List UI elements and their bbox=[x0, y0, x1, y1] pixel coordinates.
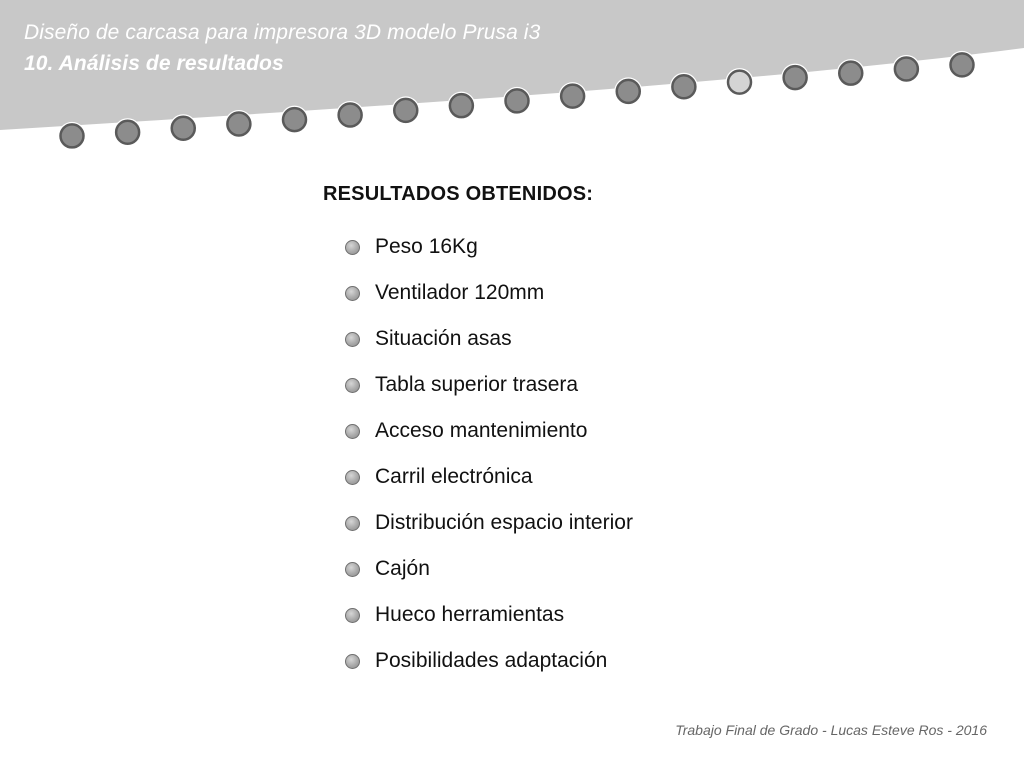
progress-dot-icon bbox=[561, 85, 584, 108]
list-item bbox=[340, 316, 633, 362]
bullet-icon bbox=[345, 516, 360, 531]
list-item bbox=[340, 224, 633, 270]
presentation-title: Diseño de carcasa para impresora 3D modelo Prusa i3 bbox=[24, 21, 541, 44]
list-item bbox=[340, 362, 633, 408]
progress-dot-icon bbox=[839, 62, 862, 85]
bullet-icon bbox=[345, 470, 360, 485]
progress-dot-icon bbox=[283, 108, 306, 131]
progress-dot-icon bbox=[617, 80, 640, 103]
list-item bbox=[340, 546, 633, 592]
bullet-icon bbox=[345, 654, 360, 669]
progress-dot-icon bbox=[951, 53, 974, 76]
list-item-text: Ventilador 120mm bbox=[375, 281, 545, 304]
list-item-text: Peso 16Kg bbox=[375, 235, 478, 258]
progress-dot-icon bbox=[506, 89, 529, 112]
progress-dot-icon bbox=[61, 124, 84, 147]
results-list bbox=[340, 224, 633, 684]
list-item bbox=[340, 454, 633, 500]
list-item-text: Distribución espacio interior bbox=[375, 511, 633, 534]
list-item bbox=[340, 408, 633, 454]
progress-dot-icon bbox=[895, 57, 918, 80]
progress-dot-icon bbox=[394, 99, 417, 122]
bullet-icon bbox=[345, 240, 360, 255]
results-heading: RESULTADOS OBTENIDOS: bbox=[323, 183, 594, 205]
footer-credit: Trabajo Final de Grado - Lucas Esteve Ros - 2016 bbox=[675, 722, 987, 738]
list-item-text: Carril electrónica bbox=[375, 465, 533, 488]
list-item-text: Situación asas bbox=[375, 327, 512, 350]
section-title: 10. Análisis de resultados bbox=[24, 52, 284, 75]
bullet-icon bbox=[345, 286, 360, 301]
bullet-icon bbox=[345, 562, 360, 577]
list-item-text: Posibilidades adaptación bbox=[375, 649, 608, 672]
list-item bbox=[340, 270, 633, 316]
progress-dot-icon bbox=[784, 66, 807, 89]
progress-dot-icon bbox=[116, 121, 139, 144]
list-item bbox=[340, 500, 633, 546]
list-item bbox=[340, 592, 633, 638]
list-item-text: Cajón bbox=[375, 557, 430, 580]
progress-dot-icon bbox=[672, 75, 695, 98]
bullet-icon bbox=[345, 424, 360, 439]
list-item-text: Tabla superior trasera bbox=[375, 373, 579, 396]
progress-dot-current-icon bbox=[728, 71, 751, 94]
progress-dot-icon bbox=[227, 112, 250, 135]
bullet-icon bbox=[345, 608, 360, 623]
progress-dot-icon bbox=[172, 117, 195, 140]
list-item-text: Hueco herramientas bbox=[375, 603, 565, 626]
bullet-icon bbox=[345, 378, 360, 393]
progress-dot-icon bbox=[450, 94, 473, 117]
progress-dot-icon bbox=[339, 104, 362, 127]
bullet-icon bbox=[345, 332, 360, 347]
list-item bbox=[340, 638, 633, 684]
list-item-text: Acceso mantenimiento bbox=[375, 419, 588, 442]
